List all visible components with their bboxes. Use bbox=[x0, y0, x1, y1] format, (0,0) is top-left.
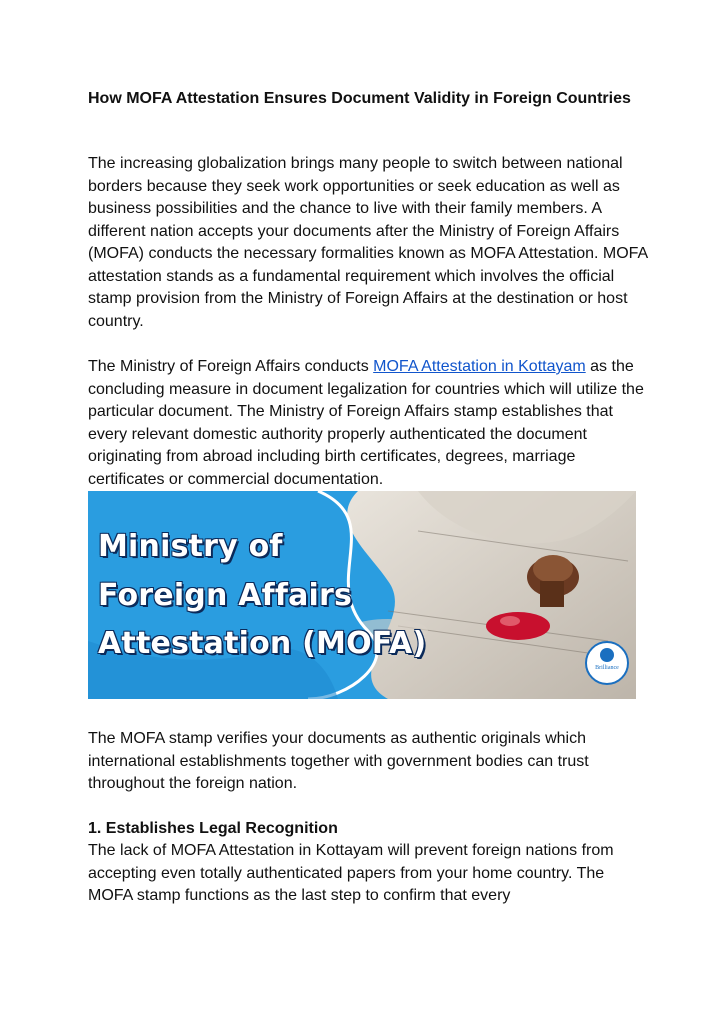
intro-paragraph: The increasing globalization brings many people to switch between national borders because they seek work opportunities or seek education as well as business possibilities and the chance to live with their family members. A different nation accepts your documents after the Ministry of Foreign Affairs (MOFA) conducts the necessary formalities known as MOFA Attestation. MOFA attestation stands as a fundamental requirement which involves the official stamp provision from the Ministry of Foreign Affairs at the destination or host country. bbox=[88, 155, 648, 330]
banner-title-line-2: Foreign Affairs bbox=[98, 578, 353, 613]
section-heading-legal-recognition: 1. Establishes Legal Recognition bbox=[88, 820, 338, 837]
mofa-banner-image bbox=[88, 491, 636, 699]
mofa-paragraph bbox=[88, 356, 648, 491]
mofa-paragraph-start: The Ministry of Foreign Affairs conducts bbox=[88, 358, 374, 375]
mofa-paragraph-end: as the concluding measure in document legalization for countries which will utilize the particular document. The Ministry of Foreign Affairs stamp establishes that every relevant domestic authority properly authenticated the document originating from abroad including birth certificates, degrees, marriage certificates or commercial documentation. bbox=[88, 358, 644, 488]
article-title: How MOFA Attestation Ensures Document Validity in Foreign Countries bbox=[88, 90, 631, 107]
banner-title-line-1: Ministry of bbox=[98, 529, 283, 564]
logo-text: Brilliance bbox=[595, 665, 619, 671]
banner-title-line-3: Attestation (MOFA) bbox=[98, 626, 427, 661]
logo-emblem bbox=[600, 648, 614, 662]
stamp-paragraph: The MOFA stamp verifies your documents as authentic originals which international establishments together with government bodies can trust throughout the foreign nation. bbox=[88, 730, 589, 792]
brilliance-logo-icon bbox=[585, 641, 629, 685]
mofa-kottayam-link[interactable]: MOFA Attestation in Kottayam bbox=[373, 358, 586, 375]
legal-recognition-paragraph: The lack of MOFA Attestation in Kottayam will prevent foreign nations from accepting even totally authenticated papers from your home country. The MOFA stamp functions as the last step to confirm that every bbox=[88, 842, 614, 904]
